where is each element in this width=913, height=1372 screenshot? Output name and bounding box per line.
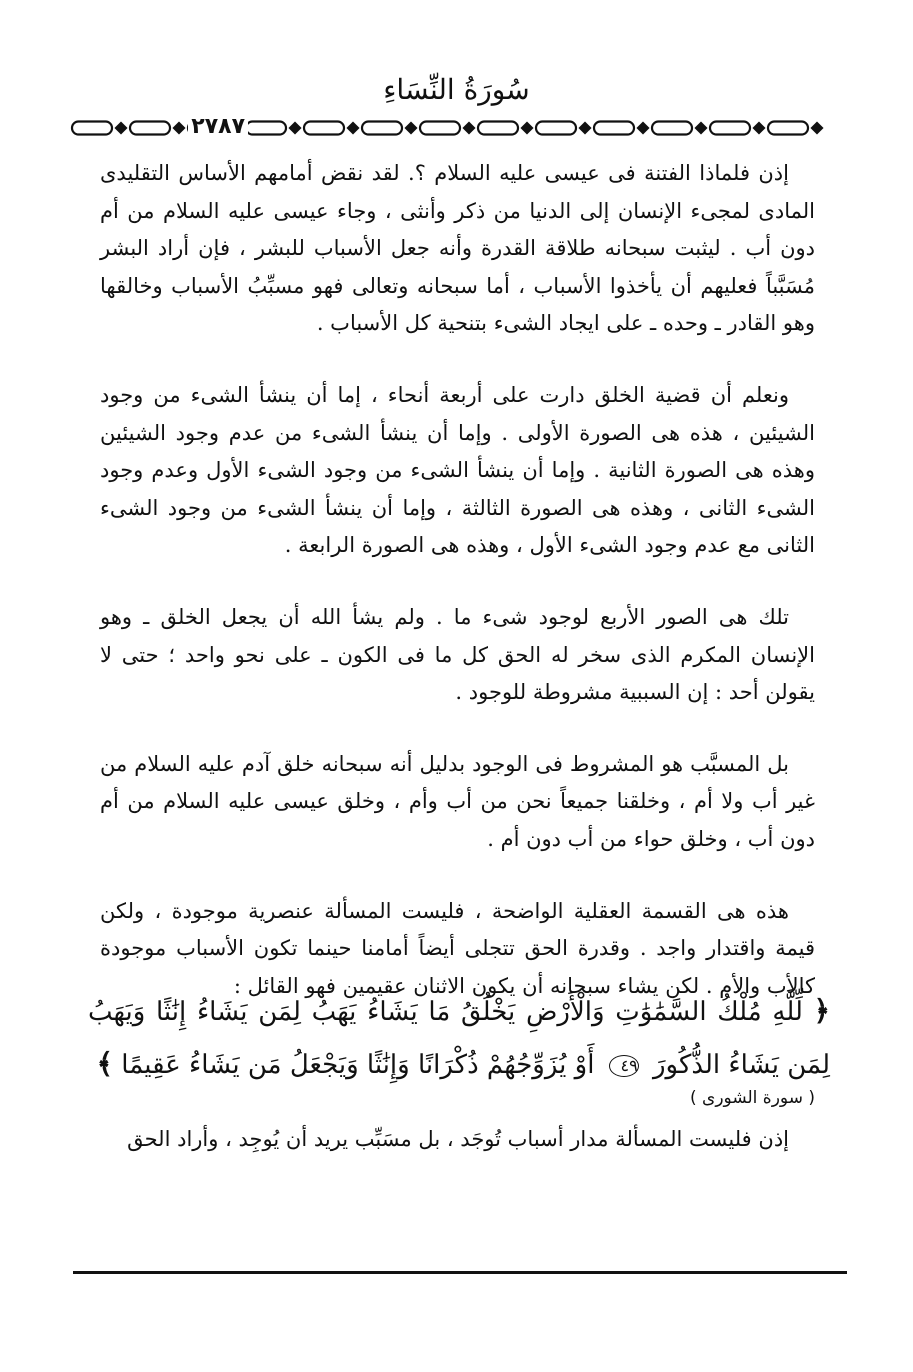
ornament-diamond xyxy=(696,123,706,133)
ornament-diamond xyxy=(464,123,474,133)
verse-open-bracket: ﴿ xyxy=(813,994,830,1028)
ornament-oval xyxy=(72,122,112,135)
ornament-diamond xyxy=(174,123,184,133)
ornament-oval xyxy=(130,122,170,135)
paragraph-4: بل المسبَّب هو المشروط فى الوجود بدليل أنه سبحانه خلق آدم عليه السلام من غير أب ولا أم ، وخلقنا جميعاً نحن من أب وأم ، وخلق عيسى عليه السلام من أم دون أب ، وخلق حواء من أب دون أم . xyxy=(100,751,815,851)
ornament-diamond xyxy=(406,123,416,133)
ornament-diamond xyxy=(116,123,126,133)
ornament-oval xyxy=(652,122,692,135)
paragraph-3: تلك هى الصور الأربع لوجود شىء ما . ولم يشأ الله أن يجعل الخلق ـ وهو الإنسان المكرم الذى سخر له الحق كل ما فى الكون ـ على نحو واحد ؛ حتى لا يقولن أحد : إن السببية مشروطة للوجود . xyxy=(100,604,815,705)
ornament-oval xyxy=(478,122,518,135)
closing-paragraph: إذن فليست المسألة مدار أسباب تُوجَد ، بل مسَبِّب يريد أن يُوجِد ، وأراد الحق xyxy=(127,1127,789,1152)
ornament-diamond xyxy=(522,123,532,133)
ornament-diamond xyxy=(754,123,764,133)
ornament-diamond xyxy=(580,123,590,133)
verse-text-part1: لِّلَّهِ مُلْكُ السَّمَٰوَٰتِ وَالْأَرْضِ يَخْلُقُ مَا يَشَاءُ يَهَبُ لِمَن يَشَاءُ إِنَٰثًا وَيَهَبُ لِمَن يَشَاءُ الذُّكُورَ xyxy=(88,997,830,1081)
verse-source: ( سورة الشورى ) xyxy=(690,1088,815,1109)
ornament-oval xyxy=(246,122,286,135)
page-number: ٢٧٨٧ xyxy=(188,112,248,142)
verse-text-part2: أَوْ يُزَوِّجُهُمْ ذُكْرَانًا وَإِنَٰثًا وَيَجْعَلُ مَن يَشَاءُ عَقِيمًا xyxy=(121,1050,595,1081)
ornament-oval xyxy=(362,122,402,135)
ornament-oval xyxy=(768,122,808,135)
quran-verse xyxy=(88,985,830,1091)
paragraph-1: إذن فلماذا الفتنة فى عيسى عليه السلام ؟. لقد نقض أمامهم الأساس التقليدى المادى لمجىء الإنسان إلى الدنيا من ذكر وأنثى ، وجاء عيسى عليه السلام من أم دون أب . ليثبت سبحانه طلاقة القدرة وأنه جعل الأسباب للبشر ، فإن أراد البشر مُسَبَّباً فعليهم أن يأخذوا الأسباب ، أما سبحانه وتعالى فهو مسبِّبُ الأسباب وخالقها وهو القادر ـ وحده ـ على ايجاد الشىء بتنحية كل الأسباب . xyxy=(100,161,815,336)
main-text xyxy=(88,155,830,1159)
ornament-oval xyxy=(536,122,576,135)
ornament-border-icon xyxy=(70,115,842,141)
surah-title: سُورَةُ النِّسَاءِ xyxy=(383,73,530,106)
paragraph-5: هذه هى القسمة العقلية الواضحة ، فليست المسألة عنصرية موجودة ، ولكن قيمة واقتدار واجد . وقدرة الحق تتجلى أيضاً أمامنا حينما تكون الأسباب موجودة كالأب والأم . لكن يشاء سبحانه أن يكون الاثنان عقيمين فهو القائل : xyxy=(100,898,815,998)
header-ornament xyxy=(70,115,842,141)
paragraph-2: ونعلم أن قضية الخلق دارت على أربعة أنحاء ، إما أن ينشأ الشىء من وجود الشيئين ، هذه هى الصورة الأولى . وإما أن ينشأ الشىء من عدم وجود الشيئين وهذه هى الصورة الثانية . وإما أن ينشأ الشىء من وجود الشىء الأول وعدم وجود الشىء الثانى ، وهذه هى الصورة الثالثة ، وإما أن ينشأ الشىء من وجود الشىء الثانى مع عدم وجود الشىء الأول ، وهذه هى الصورة الرابعة . xyxy=(100,382,815,558)
ornament-oval xyxy=(420,122,460,135)
ornament-oval xyxy=(304,122,344,135)
ornament-diamond xyxy=(290,123,300,133)
ornament-diamond xyxy=(638,123,648,133)
ayah-number-marker: ٤٩ xyxy=(609,1055,639,1077)
ornament-diamond xyxy=(348,123,358,133)
verse-close-bracket: ﴾ xyxy=(96,1047,114,1081)
ornament-diamond xyxy=(812,123,822,133)
footer-rule xyxy=(73,1271,847,1274)
ornament-oval xyxy=(710,122,750,135)
ornament-oval xyxy=(594,122,634,135)
